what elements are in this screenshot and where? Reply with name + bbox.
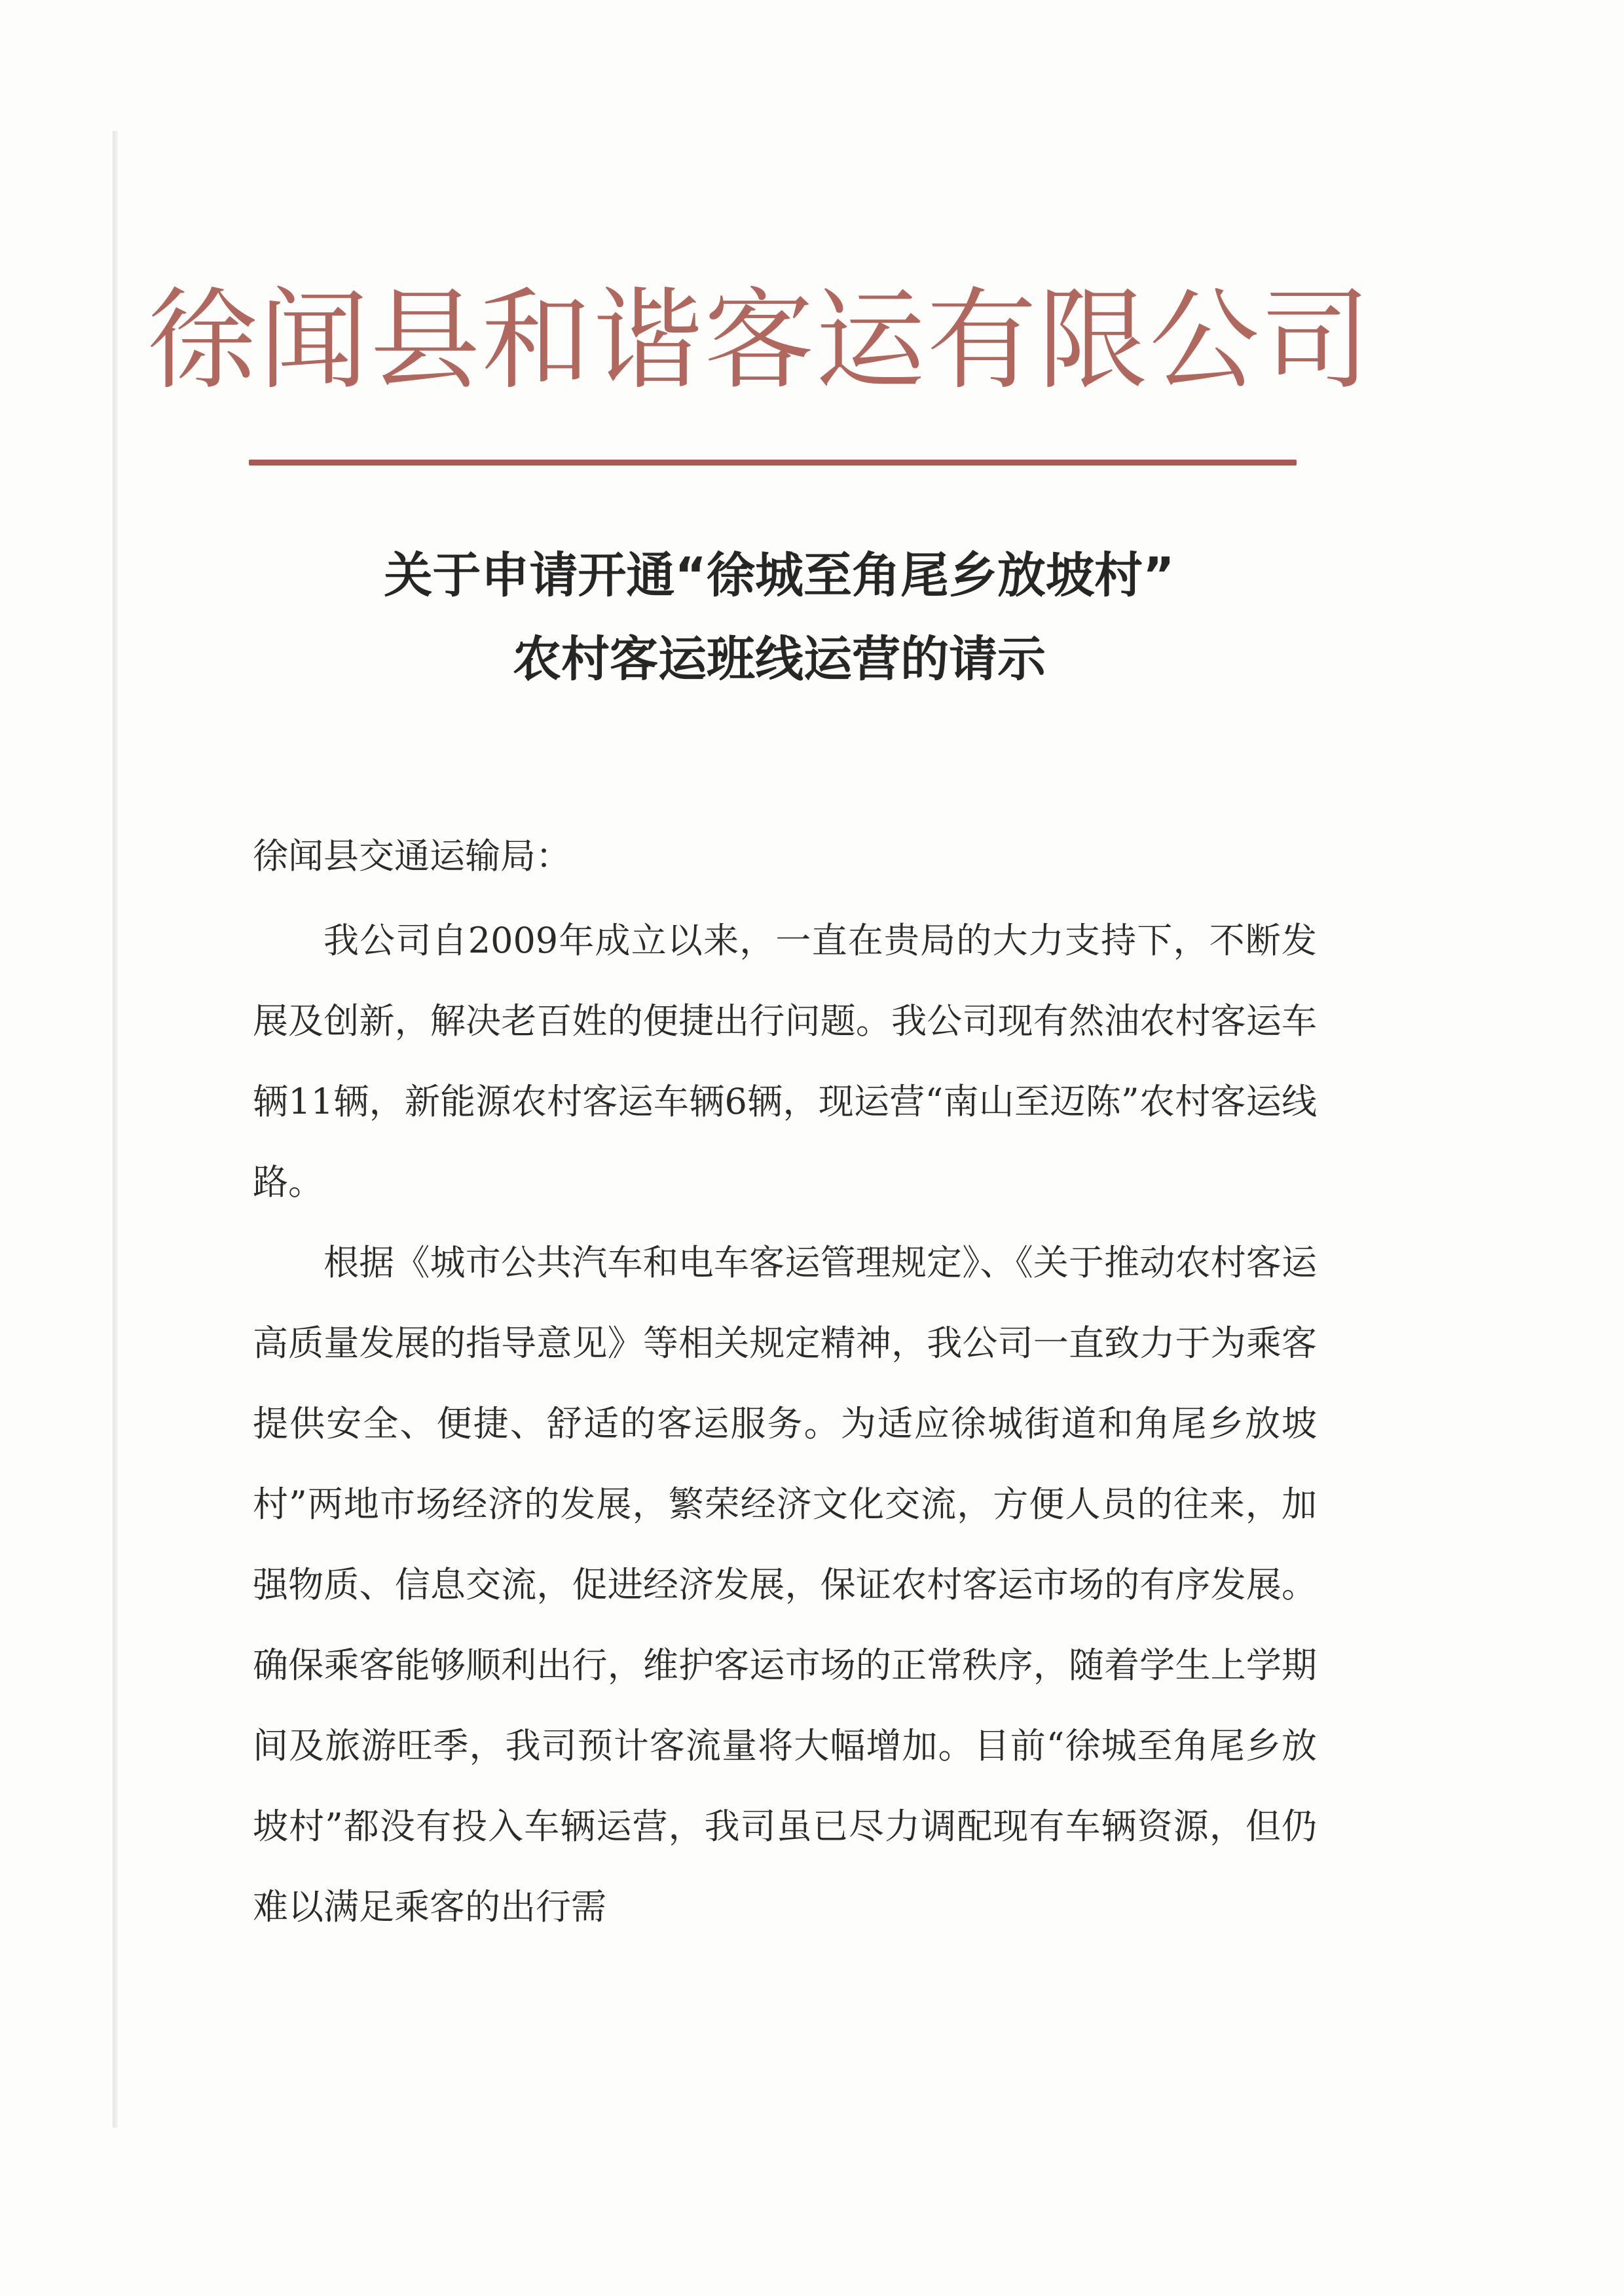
letterhead-divider bbox=[249, 460, 1297, 465]
letterhead bbox=[0, 262, 1624, 419]
company-name: 徐闻县和谐客运有限公司 bbox=[147, 276, 1372, 405]
scan-edge-shadow bbox=[113, 131, 118, 2128]
title-line-2: 农村客运班线运营的请示 bbox=[513, 631, 1046, 687]
recipient: 徐闻县交通运输局： bbox=[253, 835, 571, 877]
document-body bbox=[253, 900, 1317, 1947]
paragraph: 我公司自2009年成立以来，一直在贵局的大力支持下，不断发展及创新，解决老百姓的便捷出行问题。我公司现有然油农村客运车辆11辆，新能源农村客运车辆6辆，现运营“南山至迈陈”农村客运线路。 bbox=[253, 920, 1317, 1203]
paragraph: 根据《城市公共汽车和电车客运管理规定》、《关于推动农村客运高质量发展的指导意见》等相关规定精神，我公司一直致力于为乘客提供安全、便捷、舒适的客运服务。为适应徐城街道和角尾乡放坡村”两地市场经济的发展，繁荣经济文化交流，方便人员的往来，加强物质、信息交流，促进经济发展，保证农村客运市场的有序发展。确保乘客能够顺利出行，维护客运市场的正常秩序，随着学生上学期间及旅游旺季，我司预计客流量将大幅增加。目前“徐城至角尾乡放坡村”都没有投入车辆运营，我司虽已尽力调配现有车辆资源，但仍难以满足乘客的出行需 bbox=[253, 1242, 1317, 1927]
document-title bbox=[196, 534, 1362, 701]
title-line-1: 关于申请开通“徐城至角尾乡放坡村” bbox=[384, 547, 1175, 604]
